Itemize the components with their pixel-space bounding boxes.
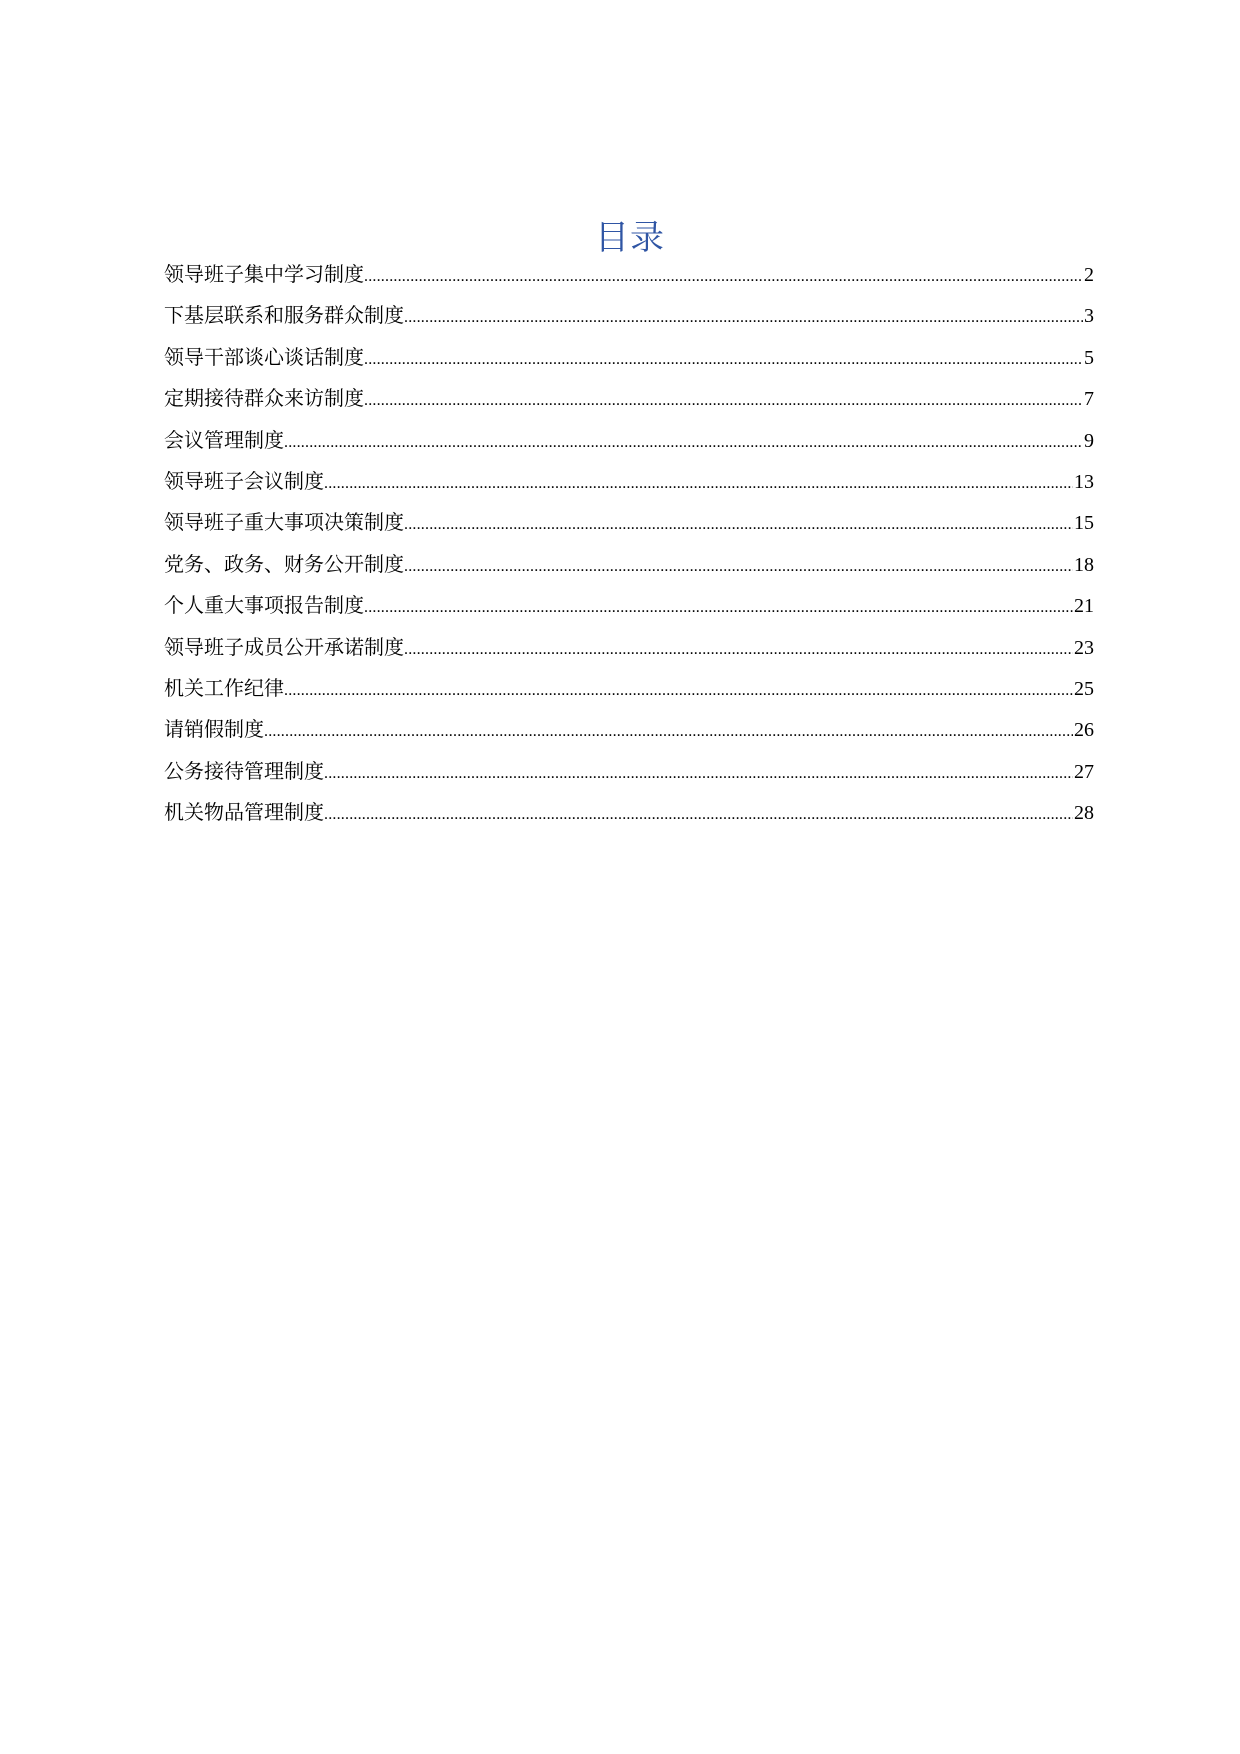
toc-entry-page: 25 [1074, 677, 1094, 700]
toc-entry-label: 领导班子成员公开承诺制度 [164, 634, 404, 659]
table-of-contents [164, 254, 1094, 833]
toc-entry[interactable] [164, 461, 1094, 502]
toc-entry-page: 7 [1084, 388, 1094, 411]
toc-dot-leader [364, 380, 1083, 421]
toc-entry-page: 26 [1074, 719, 1094, 742]
toc-entry-page: 2 [1084, 264, 1094, 286]
toc-dot-leader [284, 670, 1073, 711]
toc-entry[interactable] [164, 502, 1094, 543]
toc-entry[interactable] [164, 627, 1094, 668]
toc-entry[interactable] [164, 792, 1094, 833]
toc-entry-page: 23 [1074, 636, 1094, 659]
toc-entry-label: 机关工作纪律 [164, 675, 284, 700]
toc-title: 目录 [595, 218, 665, 258]
toc-entry[interactable] [164, 254, 1094, 295]
toc-entry-page: 9 [1084, 429, 1094, 452]
toc-entry-label: 领导干部谈心谈话制度 [164, 344, 364, 369]
toc-entry-label: 公务接待管理制度 [164, 758, 324, 783]
toc-entry[interactable] [164, 668, 1094, 709]
toc-entry-label: 领导班子集中学习制度 [164, 262, 364, 286]
toc-entry-page: 15 [1074, 512, 1094, 535]
toc-dot-leader [284, 422, 1083, 463]
toc-entry-page: 18 [1074, 553, 1094, 576]
toc-entry-label: 会议管理制度 [164, 427, 284, 452]
toc-entry-page: 21 [1074, 595, 1094, 618]
toc-dot-leader [404, 546, 1073, 587]
toc-dot-leader [324, 753, 1073, 794]
toc-entry-label: 党务、政务、财务公开制度 [164, 551, 404, 576]
toc-entry[interactable] [164, 378, 1094, 419]
toc-dot-leader [324, 794, 1073, 835]
toc-dot-leader [324, 463, 1073, 504]
toc-entry-page: 3 [1084, 305, 1094, 328]
toc-dot-leader [364, 339, 1083, 380]
toc-entry-label: 请销假制度 [164, 717, 264, 742]
toc-dot-leader [404, 297, 1083, 338]
toc-entry[interactable] [164, 585, 1094, 626]
toc-entry[interactable] [164, 544, 1094, 585]
toc-dot-leader [364, 256, 1083, 297]
toc-entry[interactable] [164, 337, 1094, 378]
toc-entry-page: 13 [1074, 470, 1094, 493]
toc-entry[interactable] [164, 420, 1094, 461]
toc-entry[interactable] [164, 751, 1094, 792]
toc-entry-page: 28 [1074, 802, 1094, 825]
toc-entry-label: 领导班子会议制度 [164, 468, 324, 493]
toc-entry-page: 5 [1084, 346, 1094, 369]
toc-entry[interactable] [164, 709, 1094, 750]
toc-entry-label: 机关物品管理制度 [164, 800, 324, 825]
toc-entry-label: 定期接待群众来访制度 [164, 386, 364, 411]
toc-dot-leader [404, 629, 1073, 670]
toc-dot-leader [364, 587, 1073, 628]
toc-entry-page: 27 [1074, 760, 1094, 783]
toc-entry-label: 下基层联系和服务群众制度 [164, 303, 404, 328]
toc-entry-label: 领导班子重大事项决策制度 [164, 510, 404, 535]
toc-entry-label: 个人重大事项报告制度 [164, 593, 364, 618]
toc-dot-leader [404, 504, 1073, 545]
toc-dot-leader [264, 711, 1073, 752]
toc-entry[interactable] [164, 295, 1094, 336]
